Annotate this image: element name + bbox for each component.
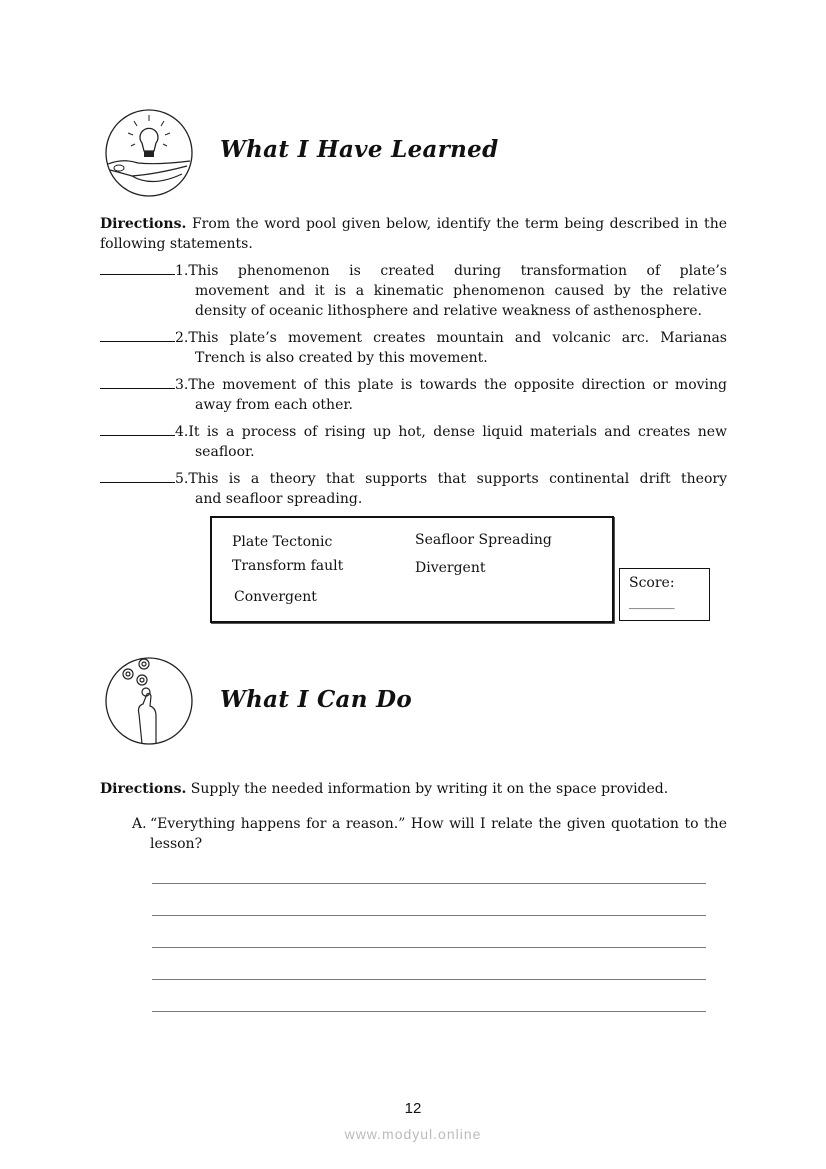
word-pool-term: Convergent bbox=[234, 589, 317, 605]
question-label: A. bbox=[132, 816, 147, 832]
word-pool-term: Transform fault bbox=[232, 558, 344, 574]
answer-line[interactable] bbox=[152, 947, 706, 948]
statement-item bbox=[100, 375, 727, 415]
directions-label: Directions. bbox=[100, 781, 187, 797]
answer-line[interactable] bbox=[152, 1011, 706, 1012]
question-a bbox=[132, 814, 727, 854]
section-title-what-i-can-do: What I Can Do bbox=[220, 686, 412, 713]
hand-gears-icon bbox=[104, 656, 194, 746]
answer-line[interactable] bbox=[152, 883, 706, 884]
item-text: This plate’s movement creates mountain and volcanic arc. Marianas bbox=[188, 330, 727, 346]
answer-blank[interactable] bbox=[100, 328, 175, 342]
item-number: 2. bbox=[175, 330, 189, 346]
answer-blank[interactable] bbox=[100, 375, 175, 389]
word-pool-box bbox=[210, 516, 614, 623]
word-pool-term: Seafloor Spreading bbox=[415, 532, 552, 548]
answer-line[interactable] bbox=[152, 979, 706, 980]
item-number: 3. bbox=[175, 377, 189, 393]
item-number: 4. bbox=[175, 424, 189, 440]
word-pool-term: Divergent bbox=[415, 560, 486, 576]
item-text-continued: away from each other. bbox=[195, 397, 353, 413]
item-text-continued: seafloor. bbox=[195, 444, 255, 460]
directions-1 bbox=[100, 214, 727, 254]
word-pool-term: Plate Tectonic bbox=[232, 534, 333, 550]
answer-blank[interactable] bbox=[100, 261, 175, 275]
score-label: Score: bbox=[629, 575, 675, 591]
item-text-continued: and seafloor spreading. bbox=[195, 491, 363, 507]
directions-text: From the word pool given below, identify the term being described in the following statements. bbox=[100, 216, 727, 252]
watermark: www.modyul.online bbox=[344, 1126, 482, 1142]
item-number: 1. bbox=[175, 263, 189, 279]
question-text: “Everything happens for a reason.” How will I relate the given quotation to the lesson? bbox=[150, 816, 727, 852]
item-text: This phenomenon is created during transformation of plate’s bbox=[188, 263, 727, 279]
answer-line[interactable] bbox=[152, 915, 706, 916]
item-text: This is a theory that supports that supports continental drift theory bbox=[188, 471, 727, 487]
answer-blank[interactable] bbox=[100, 422, 175, 436]
directions-label: Directions. bbox=[100, 216, 187, 232]
item-text: It is a process of rising up hot, dense liquid materials and creates new bbox=[188, 424, 727, 440]
directions-2 bbox=[100, 779, 727, 799]
statement-item bbox=[100, 328, 727, 368]
answer-blank[interactable] bbox=[100, 469, 175, 483]
item-text: The movement of this plate is towards the opposite direction or moving bbox=[188, 377, 727, 393]
statement-item bbox=[100, 261, 727, 321]
page-number: 12 bbox=[404, 1100, 422, 1117]
score-blank[interactable]: _______ bbox=[629, 595, 675, 610]
item-text-continued: movement and it is a kinematic phenomenon caused by the relative density of oceanic lithosphere and relative weakness of asthenosphere. bbox=[195, 283, 727, 319]
item-number: 5. bbox=[175, 471, 189, 487]
statement-item bbox=[100, 422, 727, 462]
score-box bbox=[619, 568, 710, 621]
section-title-what-i-have-learned: What I Have Learned bbox=[220, 136, 499, 163]
statement-item bbox=[100, 469, 727, 509]
directions-text: Supply the needed information by writing it on the space provided. bbox=[186, 781, 669, 797]
item-text-continued: Trench is also created by this movement. bbox=[195, 350, 488, 366]
lightbulb-hand-icon bbox=[104, 108, 194, 198]
